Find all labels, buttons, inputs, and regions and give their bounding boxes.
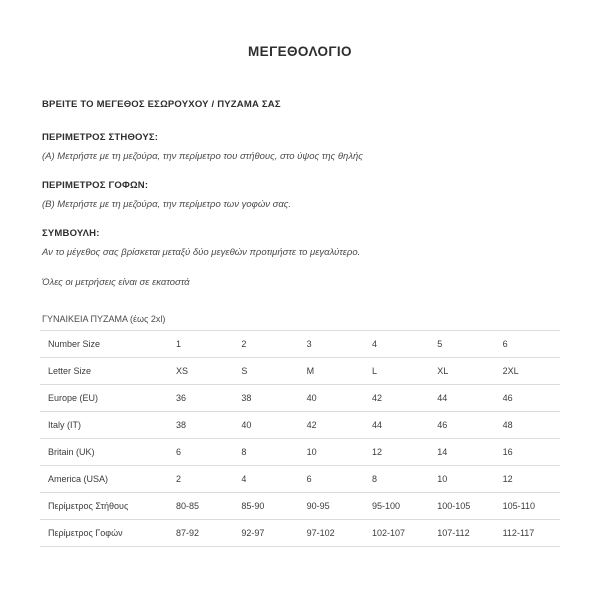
row-cell: 5 bbox=[429, 331, 494, 358]
row-label: Number Size bbox=[40, 331, 168, 358]
row-cell: 10 bbox=[299, 439, 364, 466]
row-cell: 112-117 bbox=[495, 520, 560, 547]
row-label: Letter Size bbox=[40, 358, 168, 385]
row-cell: 8 bbox=[233, 439, 298, 466]
table-row bbox=[40, 520, 560, 547]
row-cell: 36 bbox=[168, 385, 233, 412]
row-label: Περίμετρος Γοφών bbox=[40, 520, 168, 547]
section-body: Αν το μέγεθος σας βρίσκεται μεταξύ δύο μεγεθών προτιμήστε το μεγαλύτερο. bbox=[42, 246, 361, 258]
section-hip-measurement bbox=[42, 180, 560, 212]
row-cell: 80-85 bbox=[168, 493, 233, 520]
row-cell: XL bbox=[429, 358, 494, 385]
lead-instruction: ΒΡΕΙΤΕ ΤΟ ΜΕΓΕΘΟΣ ΕΣΩΡΟΥΧΟΥ / ΠΥΖΑΜΑ ΣΑΣ bbox=[42, 99, 281, 110]
section-chest-measurement bbox=[42, 132, 560, 164]
row-cell: 40 bbox=[233, 412, 298, 439]
row-cell: 107-112 bbox=[429, 520, 494, 547]
section-heading: ΠΕΡΙΜΕΤΡΟΣ ΓΟΦΩΝ: bbox=[42, 179, 149, 191]
row-cell: 4 bbox=[364, 331, 429, 358]
section-heading: ΠΕΡΙΜΕΤΡΟΣ ΣΤΗΘΟΥΣ: bbox=[42, 132, 159, 143]
row-cell: 44 bbox=[429, 385, 494, 412]
row-cell: 90-95 bbox=[299, 493, 364, 520]
row-cell: 8 bbox=[364, 466, 429, 493]
row-label: America (USA) bbox=[40, 466, 168, 493]
row-label: Περίμετρος Στήθους bbox=[40, 493, 168, 520]
row-cell: 105-110 bbox=[495, 493, 560, 520]
row-cell: 2 bbox=[168, 466, 233, 493]
row-cell: 10 bbox=[429, 466, 494, 493]
row-cell: 14 bbox=[429, 439, 494, 466]
table-row bbox=[40, 439, 560, 466]
table-row bbox=[40, 358, 560, 385]
row-cell: 12 bbox=[364, 439, 429, 466]
row-cell: 16 bbox=[495, 439, 560, 466]
row-cell: 42 bbox=[364, 385, 429, 412]
row-cell: 3 bbox=[299, 331, 364, 358]
row-cell: 2 bbox=[233, 331, 298, 358]
table-caption: ΓΥΝΑΙΚΕΙΑ ΠΥΖΑΜΑ (έως 2xl) bbox=[42, 314, 166, 325]
row-cell: 100-105 bbox=[429, 493, 494, 520]
units-note: Όλες οι μετρήσεις είναι σε εκατοστά bbox=[42, 277, 190, 289]
row-cell: 95-100 bbox=[364, 493, 429, 520]
row-cell: 42 bbox=[299, 412, 364, 439]
row-label: Britain (UK) bbox=[40, 439, 168, 466]
row-cell: 40 bbox=[299, 385, 364, 412]
row-cell: 97-102 bbox=[299, 520, 364, 547]
row-cell: 44 bbox=[364, 412, 429, 439]
row-cell: 46 bbox=[495, 385, 560, 412]
size-chart-table bbox=[40, 330, 560, 547]
section-advice bbox=[42, 228, 560, 260]
table-row bbox=[40, 412, 560, 439]
section-body: (Α) Μετρήστε με τη μεζούρα, την περίμετρο του στήθους, στο ύψος της θηλής bbox=[42, 151, 363, 162]
row-cell: 87-92 bbox=[168, 520, 233, 547]
section-body: (Β) Μετρήστε με τη μεζούρα, την περίμετρο των γοφών σας. bbox=[42, 198, 292, 210]
row-cell: 48 bbox=[495, 412, 560, 439]
row-cell: 38 bbox=[233, 385, 298, 412]
row-cell: 1 bbox=[168, 331, 233, 358]
section-heading: ΣΥΜΒΟΥΛΗ: bbox=[42, 227, 100, 239]
row-cell: 85-90 bbox=[233, 493, 298, 520]
row-cell: S bbox=[233, 358, 298, 385]
row-cell: 2XL bbox=[495, 358, 560, 385]
row-cell: 38 bbox=[168, 412, 233, 439]
row-cell: 6 bbox=[168, 439, 233, 466]
row-cell: XS bbox=[168, 358, 233, 385]
row-cell: 12 bbox=[495, 466, 560, 493]
row-cell: M bbox=[299, 358, 364, 385]
row-cell: 92-97 bbox=[233, 520, 298, 547]
row-cell: L bbox=[364, 358, 429, 385]
table-row bbox=[40, 466, 560, 493]
row-label: Italy (IT) bbox=[40, 412, 168, 439]
row-cell: 6 bbox=[299, 466, 364, 493]
row-cell: 102-107 bbox=[364, 520, 429, 547]
table-row bbox=[40, 493, 560, 520]
row-cell: 46 bbox=[429, 412, 494, 439]
table-row bbox=[40, 331, 560, 358]
row-label: Europe (EU) bbox=[40, 385, 168, 412]
table-row bbox=[40, 385, 560, 412]
row-cell: 4 bbox=[233, 466, 298, 493]
row-cell: 6 bbox=[495, 331, 560, 358]
page-title: ΜΕΓΕΘΟΛΟΓΙΟ bbox=[248, 44, 352, 59]
